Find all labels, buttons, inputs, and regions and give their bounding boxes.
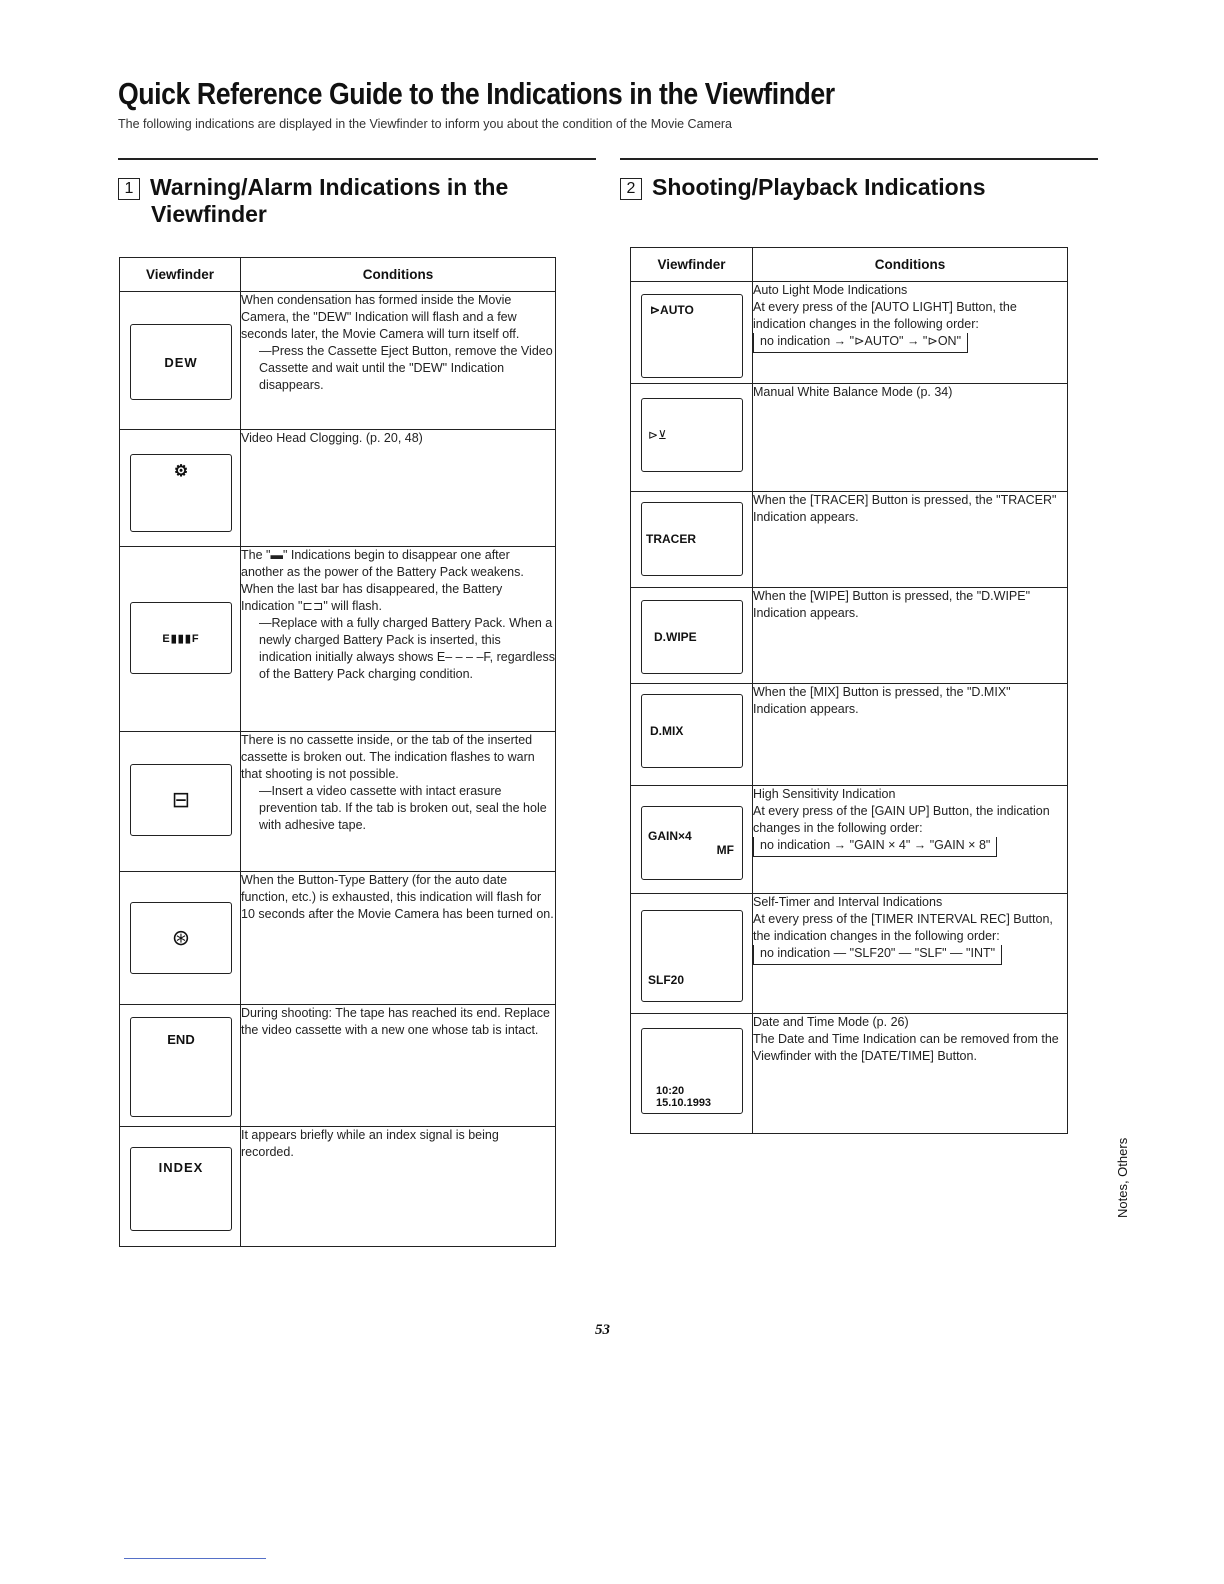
col-viewfinder: Viewfinder	[120, 258, 241, 292]
condition-text: —Replace with a fully charged Battery Pack. When a newly charged Battery Pack is inserted, this indication initially always shows E– – – –F, regardless of the Battery Pack charging condition.	[259, 616, 555, 681]
gain-indicator	[641, 806, 743, 880]
self-timer-indicator: SLF20	[641, 910, 743, 1002]
cassette-tab-icon: ⊟	[130, 764, 232, 836]
section-1-title: Warning/Alarm Indications in the	[150, 174, 509, 200]
table-row	[120, 1127, 556, 1247]
table-row	[120, 872, 556, 1005]
section-number-2: 2	[620, 178, 642, 200]
condition-text: When condensation has formed inside the Movie Camera, the "DEW" Indication will flash and a few seconds later, the Movie Camera will turn itself off.	[241, 293, 520, 341]
section-2-rule	[620, 158, 1098, 160]
dew-indicator: DEW	[130, 324, 232, 400]
wipe-indicator: D.WIPE	[641, 600, 743, 674]
button-battery-icon: ⊛	[130, 902, 232, 974]
condition-text: The Date and Time Indication can be removed from the Viewfinder with the [DATE/TIME] Button.	[753, 1032, 1059, 1063]
index-indicator: INDEX	[130, 1147, 232, 1231]
condition-text: When the [MIX] Button is pressed, the "D.MIX" Indication appears.	[753, 685, 1011, 716]
condition-text: —Insert a video cassette with intact erasure prevention tab. If the tab is broken out, seal the hole with adhesive tape.	[259, 784, 547, 832]
table-header	[120, 258, 556, 292]
condition-text: Date and Time Mode (p. 26)	[753, 1015, 909, 1029]
tracer-indicator: TRACER	[641, 502, 743, 576]
date-time-indicator	[641, 1028, 743, 1114]
table-header	[631, 248, 1068, 282]
order-sequence: no indication — "SLF20" — "SLF" — "INT"	[753, 945, 1002, 965]
mix-indicator: D.MIX	[641, 694, 743, 768]
page-subtitle: The following indications are displayed in the Viewfinder to inform you about the condition of the Movie Camera	[118, 117, 733, 131]
table-row	[120, 1005, 556, 1127]
table-row	[631, 1014, 1068, 1134]
order-sequence: no indication → "⊳AUTO" → "⊳ON"	[753, 333, 968, 353]
table-row	[120, 732, 556, 872]
section-1-title-line2: Viewfinder	[151, 201, 267, 227]
condition-text: At every press of the [TIMER INTERVAL REC] Button, the indication changes in the following order:	[753, 912, 1053, 943]
section-1-heading	[118, 174, 508, 228]
table-row	[631, 384, 1068, 492]
condition-text: High Sensitivity Indication	[753, 787, 896, 801]
condition-text: —Press the Cassette Eject Button, remove the Video Cassette and wait until the "DEW" Indication disappears.	[259, 344, 553, 392]
table-row	[631, 894, 1068, 1014]
table-row	[631, 282, 1068, 384]
condition-text: Auto Light Mode Indications	[753, 283, 908, 297]
table-row	[120, 547, 556, 732]
auto-light-indicator: ⊳AUTO	[641, 294, 743, 378]
section-number-1: 1	[118, 178, 140, 200]
mf-label: MF	[716, 843, 734, 857]
col-conditions: Conditions	[753, 248, 1068, 282]
table-row	[120, 292, 556, 430]
col-viewfinder: Viewfinder	[631, 248, 753, 282]
footer-rule	[124, 1558, 266, 1559]
page-number: 53	[595, 1322, 610, 1338]
condition-text: When the [TRACER] Button is pressed, the "TRACER" Indication appears.	[753, 493, 1057, 524]
section-2-title: Shooting/Playback Indications	[652, 174, 986, 200]
condition-text: At every press of the [AUTO LIGHT] Button, the indication changes in the following order:	[753, 300, 1017, 331]
condition-text: Manual White Balance Mode (p. 34)	[753, 385, 953, 399]
condition-text: The "▬" Indications begin to disappear one after another as the power of the Battery Pack weakens.	[241, 548, 524, 579]
white-balance-icon: ⊳⊻	[641, 398, 743, 472]
col-conditions: Conditions	[241, 258, 556, 292]
table-row	[631, 492, 1068, 588]
condition-text: Video Head Clogging. (p. 20, 48)	[241, 431, 423, 445]
condition-text: Self-Timer and Interval Indications	[753, 895, 943, 909]
table-row	[631, 786, 1068, 894]
table-row	[631, 588, 1068, 684]
condition-text: There is no cassette inside, or the tab of the inserted cassette is broken out. The indication flashes to warn that shooting is not possible.	[241, 733, 535, 781]
time-label: 10:20	[656, 1085, 685, 1097]
end-indicator: END	[130, 1017, 232, 1117]
condition-text: At every press of the [GAIN UP] Button, the indication changes in the following order:	[753, 804, 1050, 835]
shooting-table	[630, 247, 1068, 1134]
condition-text: During shooting: The tape has reached its end. Replace the video cassette with a new one whose tab is intact.	[241, 1006, 550, 1037]
date-label: 15.10.1993	[656, 1097, 712, 1109]
section-1-rule	[118, 158, 596, 160]
side-tab	[1115, 1130, 1133, 1220]
condition-text: It appears briefly while an index signal is being recorded.	[241, 1128, 499, 1159]
condition-text: When the last bar has disappeared, the Battery Indication "⊏⊐" will flash.	[241, 582, 503, 613]
section-2-heading	[620, 174, 986, 201]
head-clog-icon: ⚙	[130, 454, 232, 532]
page-title: Quick Reference Guide to the Indications in the Viewfinder	[118, 76, 835, 111]
side-tab-label: Notes, Others	[1115, 1137, 1130, 1218]
condition-text: When the Button-Type Battery (for the auto date function, etc.) is exhausted, this indication will flash for 10 seconds after the Movie Camera has been turned on.	[241, 873, 554, 921]
condition-text: When the [WIPE] Button is pressed, the "D.WIPE" Indication appears.	[753, 589, 1031, 620]
warning-table	[119, 257, 556, 1247]
table-row	[120, 430, 556, 547]
battery-indicator: E▮▮▮F	[130, 602, 232, 674]
order-sequence: no indication → "GAIN × 4" → "GAIN × 8"	[753, 837, 997, 857]
table-row	[631, 684, 1068, 786]
gain-label: GAIN×4	[648, 829, 692, 843]
